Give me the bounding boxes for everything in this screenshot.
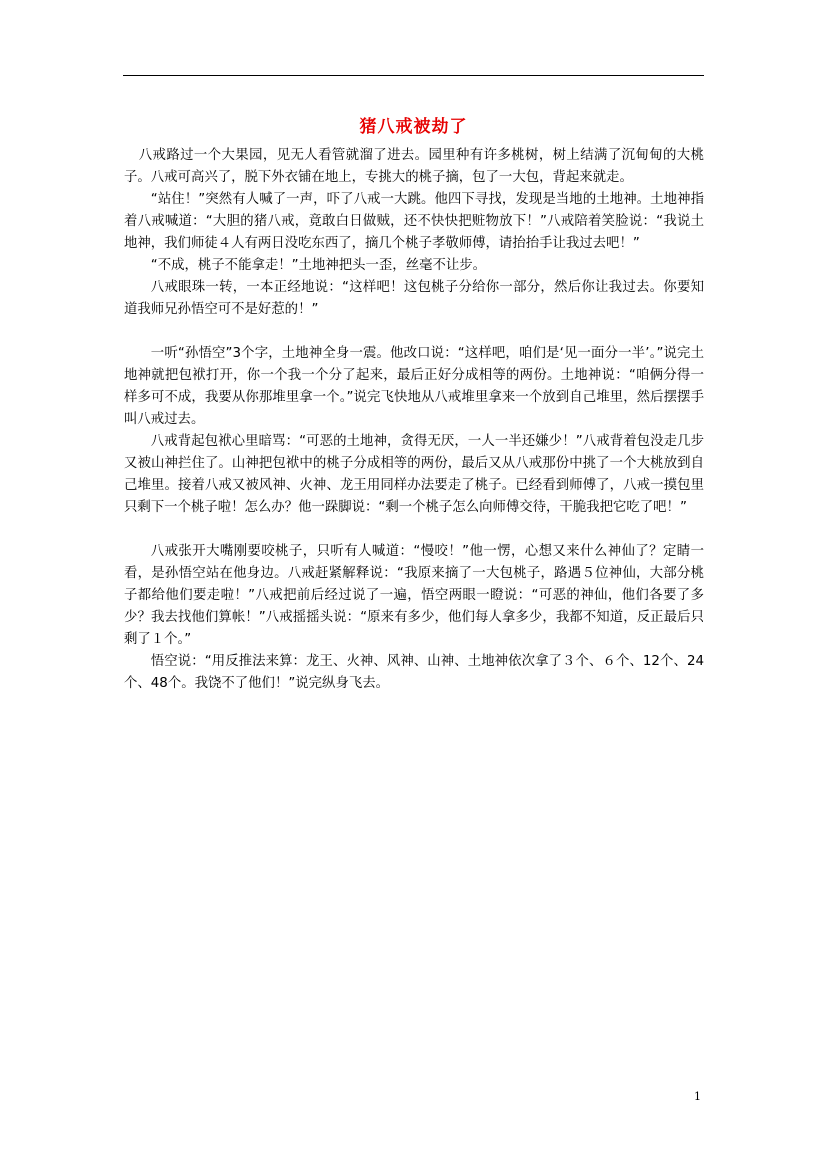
paragraph: 八戒眼珠一转，一本正经地说：“这样吧！这包桃子分给你一部分，然后你让我过去。你要知道我师兄孙悟空可不是好惹的！” (124, 280, 704, 317)
header-rule (123, 75, 704, 76)
paragraph: 八戒背起包袱心里暗骂：“可恶的土地神，贪得无厌，一人一半还嫌少！”八戒背着包没走几步又被山神拦住了。山神把包袱中的桃子分成相等的两份，最后又从八戒那份中挑了一个大桃放到自己堆里。接着八戒又被风神、火神、龙王用同样办法要走了桃子。已经看到师傅了，八戒一摸包里只剩下一个桃子啦！怎么办？他一跺脚说：“剩一个桃子怎么向师傅交待，干脆我把它吃了吧！” (124, 434, 704, 515)
paragraph: 八戒张开大嘴刚要咬桃子，只听有人喊道：“慢咬！”他一愣，心想又来什么神仙了？定睛一看，是孙悟空站在他身边。八戒赶紧解释说：“我原来摘了一大包桃子，路遇５位神仙，大部分桃子都给他们要走啦！”八戒把前后经过说了一遍，悟空两眼一瞪说：“可恶的神仙，他们各要了多少？我去找他们算帐！”八戒摇摇头说：“原来有多少，他们每人拿多少，我都不知道，反正最后只剩了１个。” (124, 544, 704, 647)
paragraph: 八戒路过一个大果园，见无人看管就溜了进去。园里种有许多桃树，树上结满了沉甸甸的大桃子。八戒可高兴了，脱下外衣铺在地上，专挑大的桃子摘，包了一大包，背起来就走。 (124, 148, 704, 185)
paragraph-spacer (124, 321, 704, 343)
paragraph: “不成，桃子不能拿走！”土地神把头一歪，丝毫不让步。 (150, 258, 487, 273)
paragraph: “站住！”突然有人喊了一声，吓了八戒一大跳。他四下寻找，发现是当地的土地神。土地神指着八戒喊道：“大胆的猪八戒，竟敢白日做贼，还不快快把赃物放下！”八戒陪着笑脸说：“我说土地神，我们师徒４人有两日没吃东西了，摘几个桃子孝敬师傅，请抬抬手让我过去吧！” (124, 192, 704, 251)
paragraph: 一听“孙悟空”3个字，土地神全身一震。他改口说：“这样吧，咱们是‘见一面分一半’。”说完土地神就把包袱打开，你一个我一个分了起来，最后正好分成相等的两份。土地神说：“咱俩分得一样多可不成，我要从你那堆里拿一个。”说完飞快地从八戒堆里拿来一个放到自己堆里，然后摆摆手叫八戒过去。 (124, 346, 704, 427)
document-title: 猪八戒被劫了 (359, 117, 468, 137)
page-number: 1 (694, 1090, 701, 1103)
paragraph-spacer (124, 519, 704, 541)
paragraph: 悟空说：“用反推法来算：龙王、火神、风神、山神、土地神依次拿了３个、６个、12个、24个、48个。我饶不了他们！”说完纵身飞去。 (124, 654, 704, 691)
document-body (124, 145, 704, 695)
